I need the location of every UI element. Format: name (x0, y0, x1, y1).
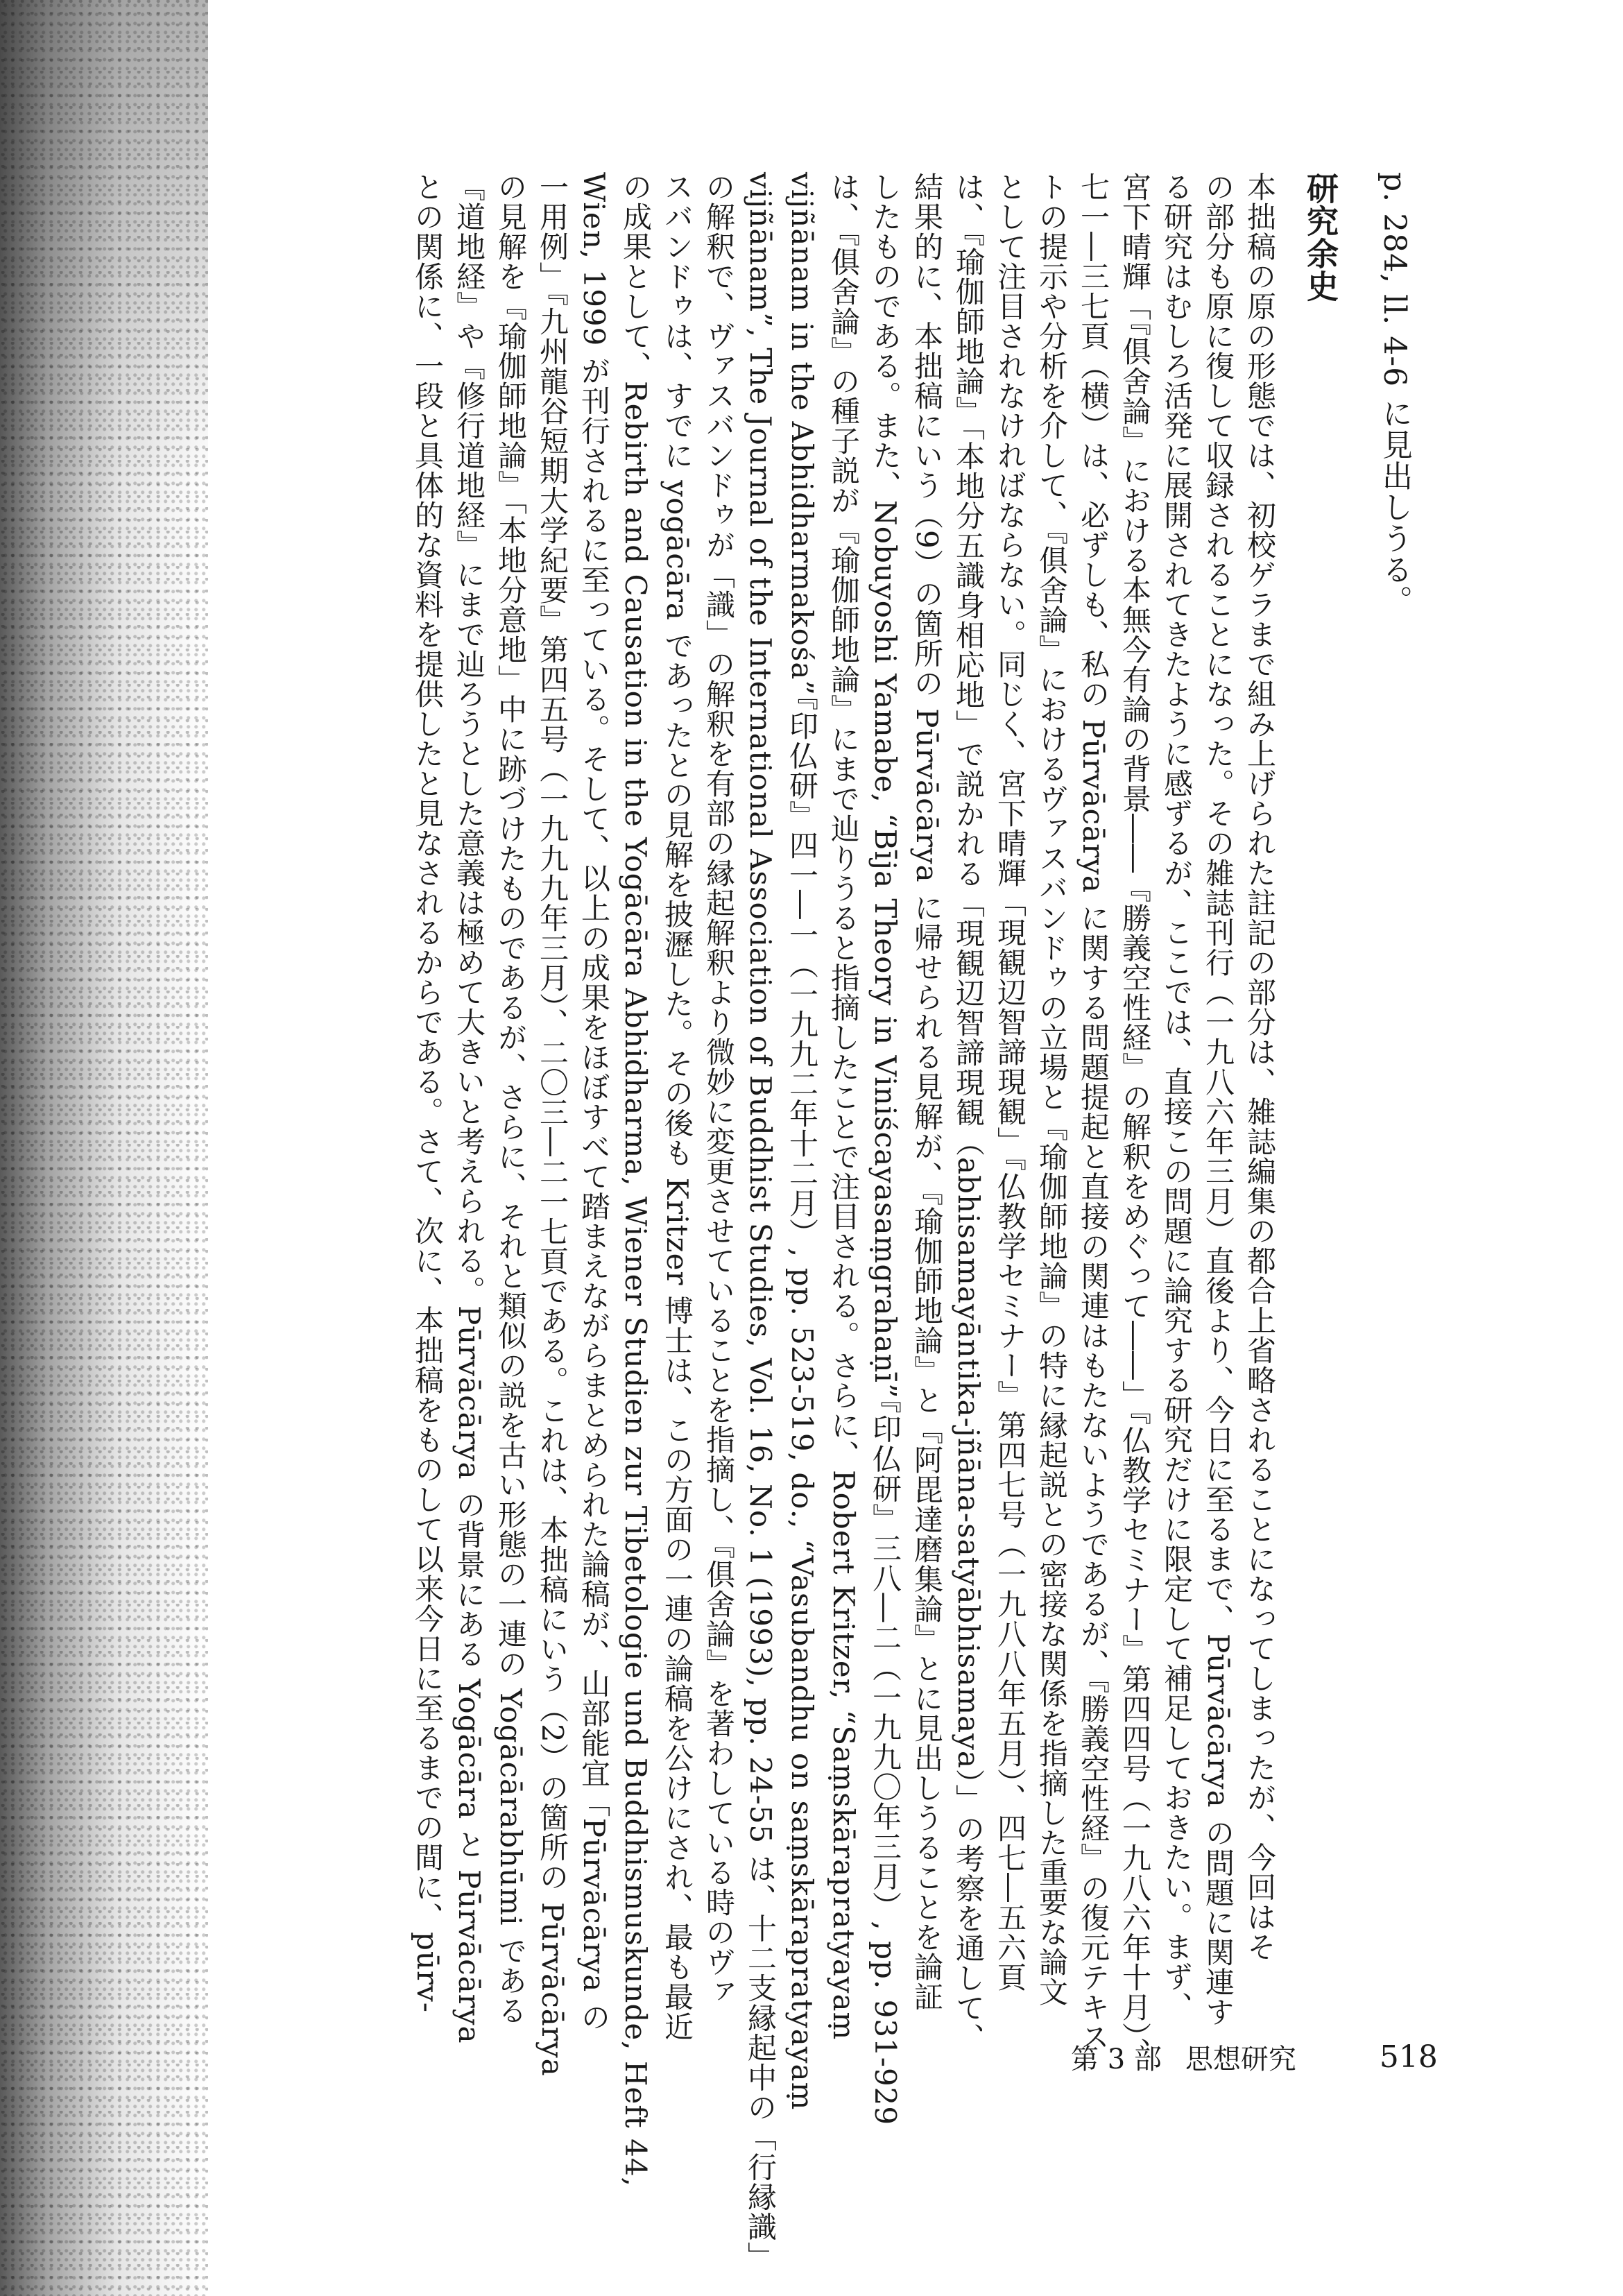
page-number: 518 (1379, 2039, 1438, 2075)
section-label: 思想研究 (1185, 2043, 1296, 2075)
text-column: の部分も原に復して収録されることになった。その雑誌刊行（一九八六年三月）直後より、今日に至るまで、Pūrvācārya の問題に関連す (1201, 172, 1235, 2027)
text-column: として注目されなければならない。同じく、宮下晴輝「現観辺智諦現観」『仏教学セミナー』第四七号（一九八八年五月）、四七―五六頁 (993, 172, 1027, 1992)
text-column: vijñānam”, The Journal of the International Association of Buddhist Studies, Vol. 16, No. 1 (1993), pp. 24-55 は、十二支縁起中の「行縁識」 (744, 172, 778, 2272)
text-column: トの提示や分析を介して、『俱舍論』におけるヴァスバンドゥの立場と『瑜伽師地論』の特に縁起説との密接な関係を指摘した重要な論文 (1035, 172, 1069, 2007)
text-column: 結果的に、本拙稿にいう（9）の箇所の Pūrvācārya に帰せられる見解が、『瑜伽師地論』と『阿毘達磨集論』とに見出しうることを論証 (910, 172, 944, 2012)
section-heading: 研究余史 (1302, 172, 1339, 302)
text-column: は、『俱舍論』の種子説が『瑜伽師地論』にまで辿りうると指摘したことで注目される。さらに、Robert Kritzer, “Saṃskārapratyayaṃ (827, 172, 861, 2041)
text-column: る研究はむしろ活発に展開されてきたように感ずるが、ここでは、直接この問題に論究する研究だけに限定して補足しておきたい。まず、 (1160, 172, 1194, 2021)
reference-line: p. 284, ll. 4-6 に見出しうる。 (1377, 172, 1412, 617)
text-column: 七一―三七頁（横）は、必ずしも、私の Pūrvācārya に関する問題提起と直接の関連はもたないようであるが、『勝義空性経』の復元テキス (1076, 172, 1110, 2053)
text-column: スバンドゥは、すでに yogācāra であったとの見解を披瀝した。その後も Kritzer 博士は、この方面の一連の論稿を公けにされ、最も最近 (660, 172, 694, 2041)
text-column: 『道地経』や『修行道地経』にまで辿ろうとした意義は極めて大きいと考えられる。Pūrvācārya の背景にある Yogācāra と Pūrvācārya (452, 172, 486, 2044)
text-column: Wien, 1999 が刊行されるに至っている。そして、以上の成果をほぼすべて踏まえながらまとめられた論稿が、山部能宜「Pūrvācārya の (577, 172, 611, 2032)
text-column: したものである。また、Nobuyoshi Yamabe, “Bīja Theory in Viniścayasaṃgrahaṇī”『印仏研』三八―二（一九九〇年三月）, pp. 931-929 (868, 172, 902, 2126)
part-label: 第 3 部 (1071, 2043, 1162, 2075)
text-column: の見解を『瑜伽師地論』「本地分意地」中に跡づけたものであるが、さらに、それと類似の説を古い形態の一連の Yogācārabhūmi である (494, 172, 528, 2025)
text-column: vijñānam in the Abhidharmakośa”『印仏研』四一―一（一九九二年十二月）, pp. 523-519, do., “Vasubandhu on saṃskārapratyayaṃ (785, 172, 819, 2111)
text-column: 一用例」『九州龍谷短期大学紀要』第四五号（一九九九年三月）、二〇三―二一七頁である。これは、本拙稿にいう（2）の箇所の Pūrvācārya (535, 172, 569, 2077)
scan-shadow-top (0, 0, 208, 486)
text-column: 本拙稿の原の形態では、初校ゲラまで組み上げられた註記の部分は、雑誌編集の都合上省略されることになってしまったが、今回はそ (1243, 172, 1277, 1962)
text-column: の解釈で、ヴァスバンドゥが「識」の解釈を有部の縁起解釈より微妙に変更させていることを指摘し、『俱舍論』を著わしている時のヴァ (702, 172, 736, 2007)
page-footer (1071, 2036, 1438, 2077)
text-column: 宮下晴輝「『俱舍論』における本無今有論の背景――『勝義空性経』の解釈をめぐって――」『仏教学セミナー』第四四号（一九八六年十月）、 (1118, 172, 1152, 2067)
text-column: との関係に、一段と具体的な資料を提供したと見なされるからである。さて、次に、本拙稿をものして以来今日に至るまでの間に、pūrv- (411, 172, 445, 2013)
text-column: は、『瑜伽師地論』「本地分五識身相応地」で説かれる「現観辺智諦現観（abhisamayāntika-jñāna-satyābhisamaya）」の考察を通して、 (952, 172, 986, 2053)
text-column: の成果として、Rebirth and Causation in the Yogācāra Abhidharma, Wiener Studien zur Tibetologie und Buddhismuskunde, Heft 44, (619, 172, 653, 2187)
